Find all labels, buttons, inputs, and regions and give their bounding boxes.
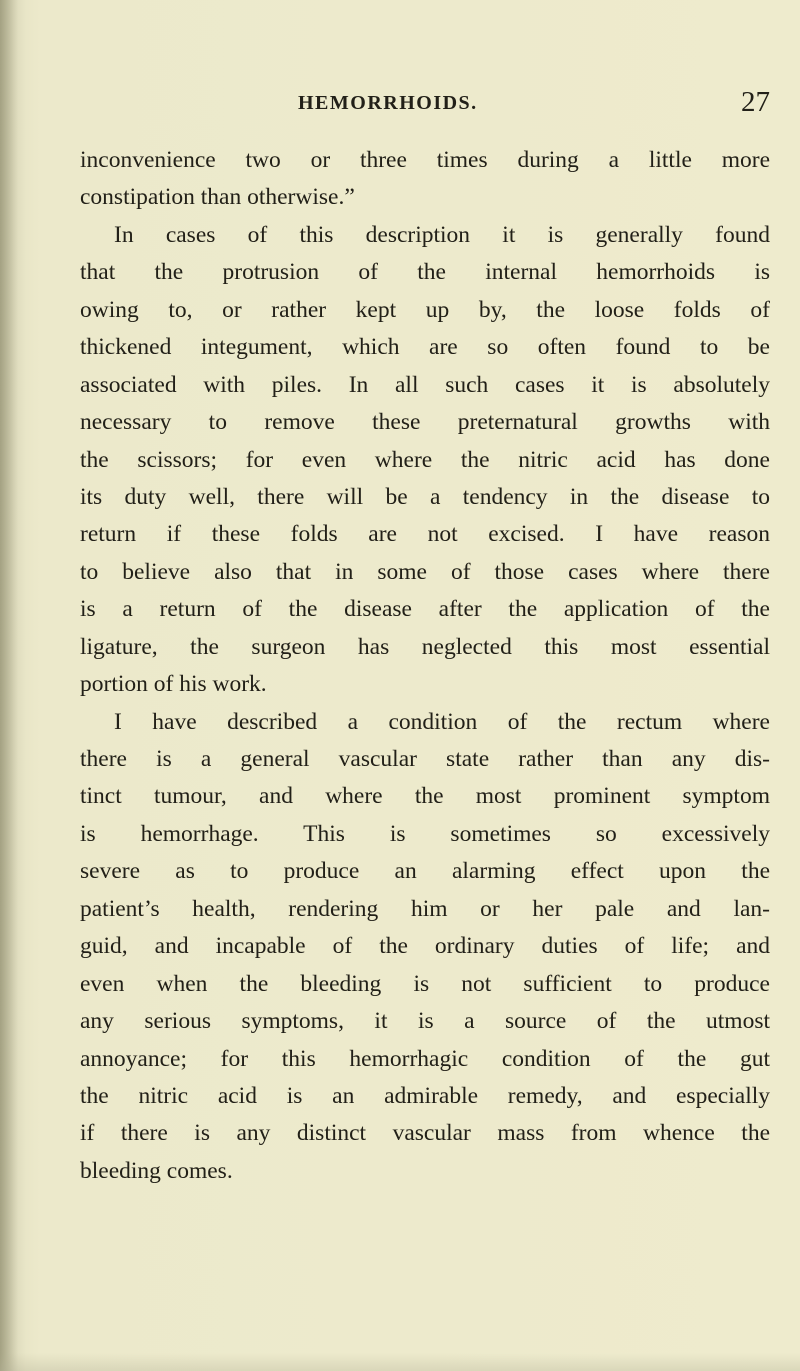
text-line: tinct tumour, and where the most prominent symptom (80, 783, 770, 810)
text-line: the nitric acid is an admirable remedy, and especially (80, 1082, 770, 1109)
text-line: guid, and incapable of the ordinary duties of life; and (80, 933, 770, 960)
text-line: I have described a condition of the rectum where (114, 708, 770, 735)
text-line: thickened integument, which are so often found to be (80, 334, 770, 361)
text-line: even when the bleeding is not sufficient to produce (80, 970, 770, 997)
text-line: bleeding comes. (80, 1157, 233, 1184)
text-line: annoyance; for this hemorrhagic condition of the gut (80, 1045, 770, 1072)
text-line: severe as to produce an alarming effect upon the (80, 858, 770, 885)
page-bottom-edge (0, 1353, 800, 1371)
text-line: is hemorrhage. This is sometimes so excessively (80, 820, 770, 847)
running-title: HEMORRHOIDS. (298, 92, 478, 114)
text-line: patient’s health, rendering him or her pale and lan- (80, 895, 770, 922)
text-line: constipation than otherwise.” (80, 184, 355, 211)
text-line: ligature, the surgeon has neglected this most essential (80, 633, 770, 660)
text-line: the scissors; for even where the nitric acid has done (80, 446, 770, 473)
text-line: its duty well, there will be a tendency in the disease to (80, 483, 770, 510)
text-line: associated with piles. In all such cases it is absolutely (80, 371, 770, 398)
text-line: return if these folds are not excised. I have reason (80, 521, 770, 548)
text-line: if there is any distinct vascular mass from whence the (80, 1120, 770, 1147)
text-line: is a return of the disease after the application of the (80, 596, 770, 623)
text-line: owing to, or rather kept up by, the loose folds of (80, 296, 770, 323)
text-line: that the protrusion of the internal hemorrhoids is (80, 259, 770, 286)
text-line: In cases of this description it is generally found (114, 221, 770, 248)
page-number: 27 (741, 86, 770, 118)
text-line: necessary to remove these preternatural growths with (80, 409, 770, 436)
text-line: any serious symptoms, it is a source of the utmost (80, 1008, 770, 1035)
running-head (80, 86, 770, 122)
text-line: to believe also that in some of those cases where there (80, 558, 770, 585)
text-line: inconvenience two or three times during a little more (80, 147, 770, 173)
text-line: portion of his work. (80, 671, 267, 698)
text-line: there is a general vascular state rather than any dis- (80, 746, 770, 772)
body-text (80, 142, 770, 1190)
binding-gutter-shadow (0, 0, 26, 1371)
